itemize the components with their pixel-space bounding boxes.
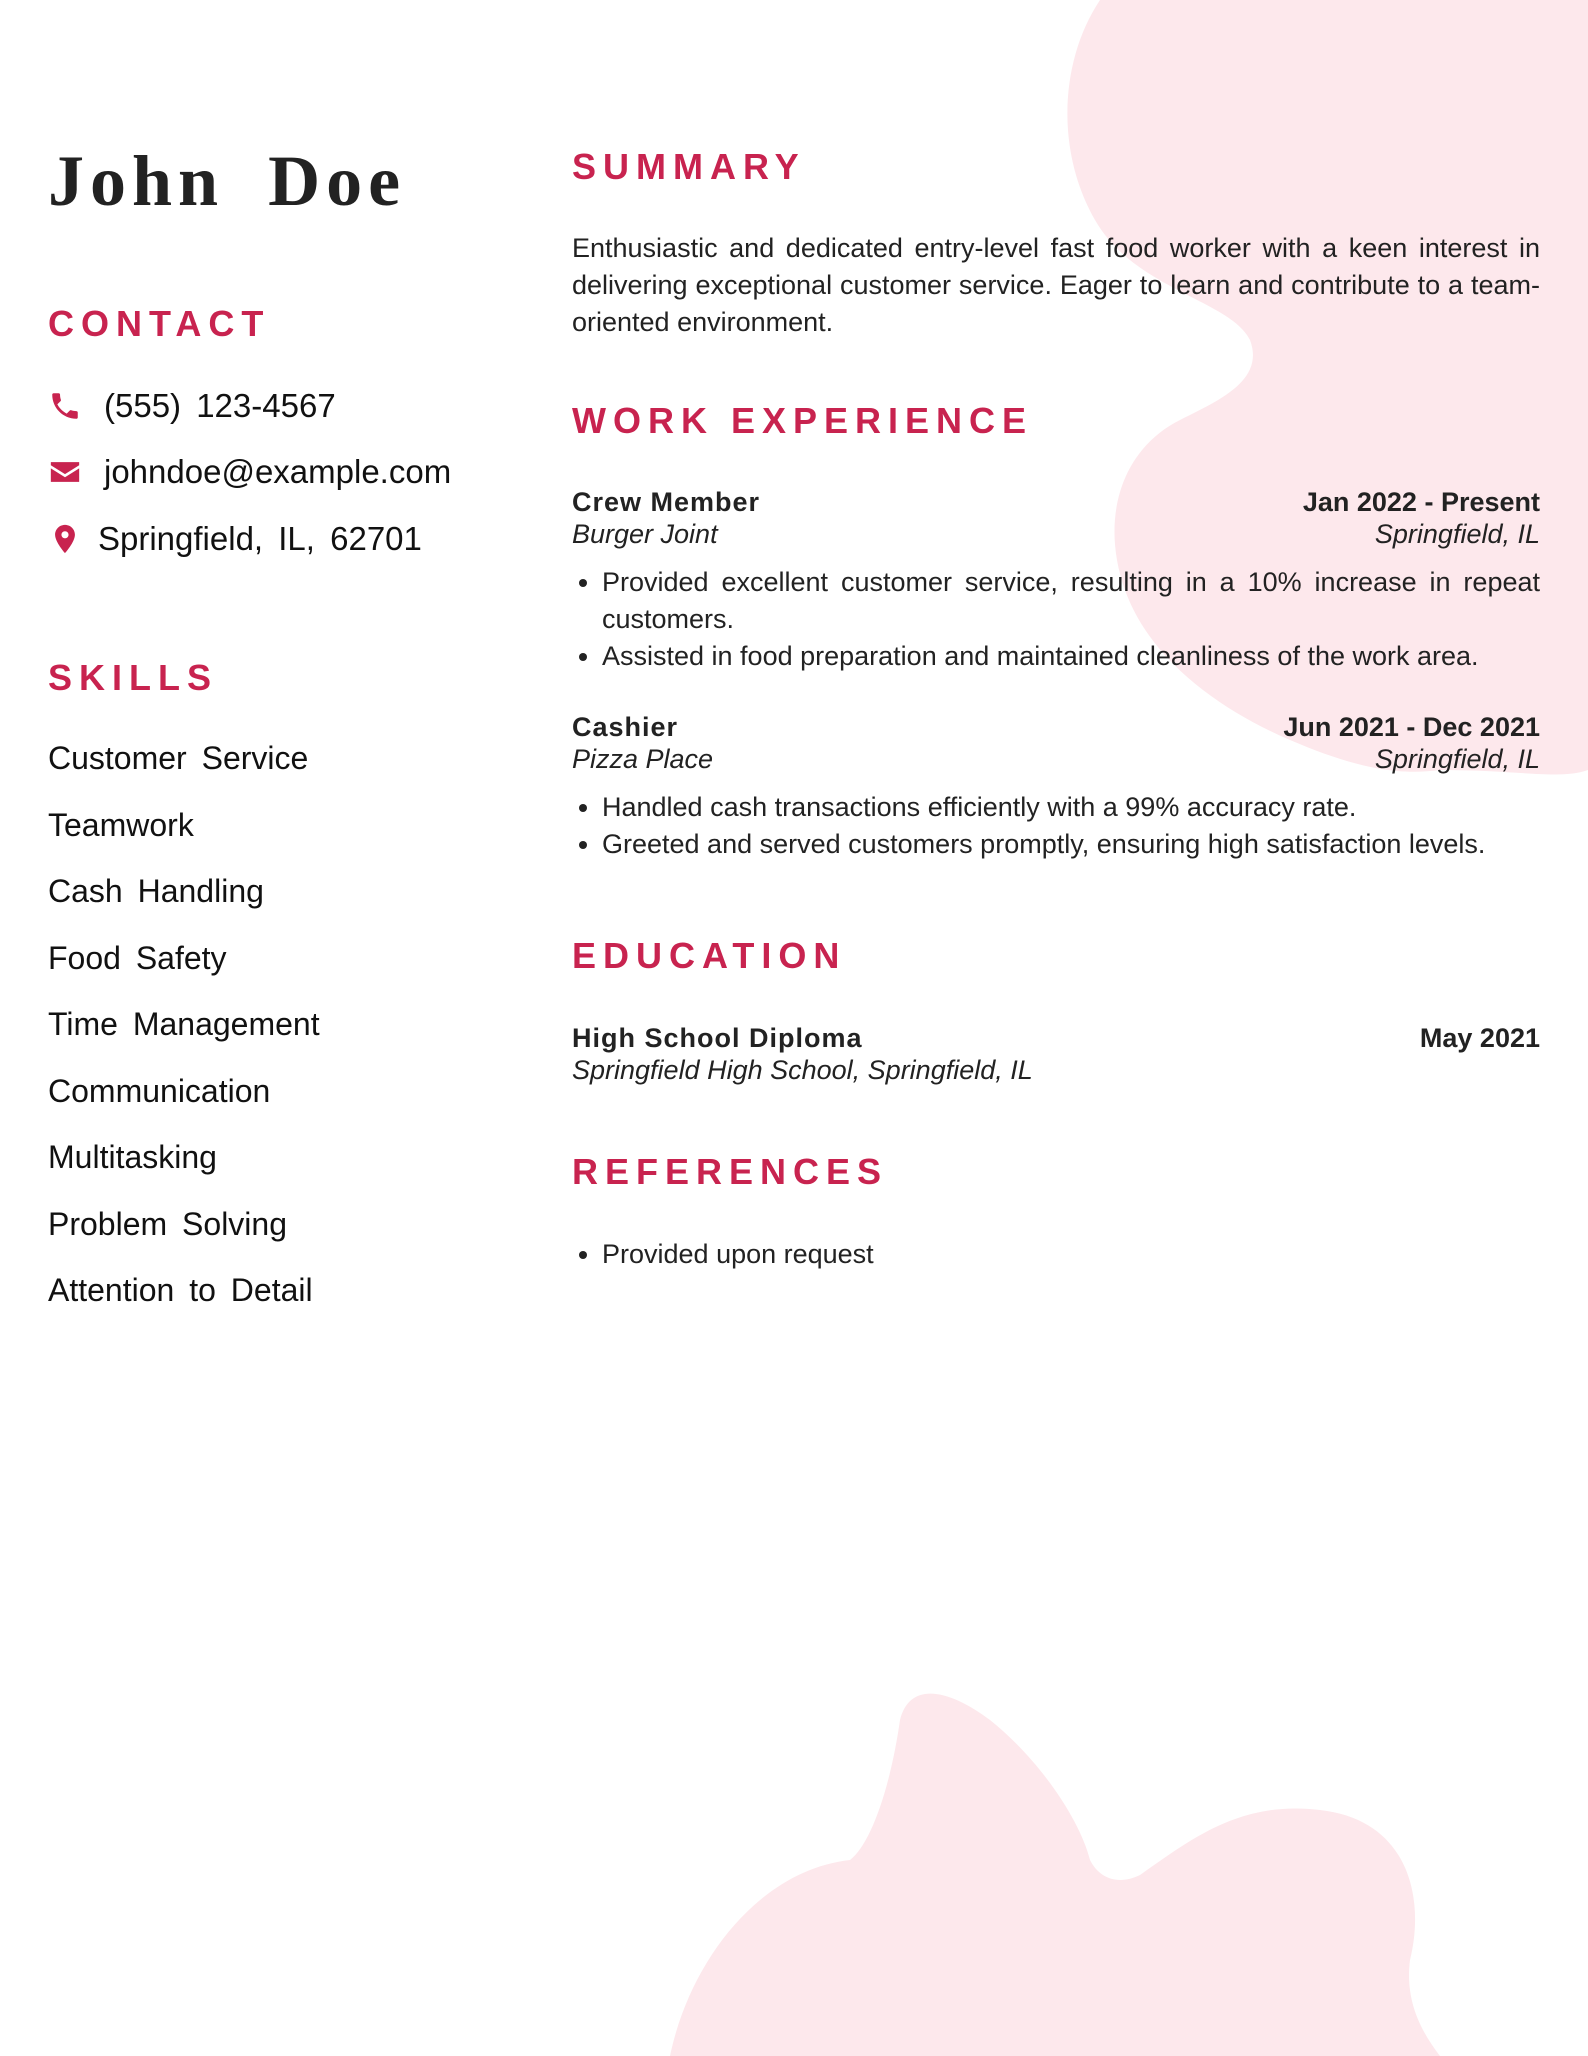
skill-item: Problem Solving — [48, 1205, 287, 1242]
education-heading: EDUCATION — [572, 935, 847, 976]
degree: High School Diploma — [572, 1023, 863, 1053]
skill-item: Customer Service — [48, 740, 309, 776]
job-bullets — [572, 789, 1540, 863]
skill-item: Teamwork — [48, 806, 194, 843]
job-company: Pizza Place — [572, 744, 714, 774]
job-title: Cashier — [572, 712, 679, 742]
list-item: • Provided upon request — [602, 1236, 1540, 1273]
skill-item: Multitasking — [48, 1139, 217, 1175]
job-title: Crew Member — [572, 487, 761, 517]
skills-list — [48, 738, 320, 1337]
job-bullets — [572, 564, 1540, 675]
job-company: Burger Joint — [572, 519, 718, 549]
references-list — [572, 1236, 1540, 1273]
job-location: Springfield, IL — [1374, 519, 1540, 549]
references-heading: REFERENCES — [572, 1151, 889, 1192]
contact-phone — [48, 387, 336, 425]
contact-heading: CONTACT — [48, 303, 271, 344]
contact-location — [48, 520, 422, 558]
map-pin-icon — [48, 522, 82, 556]
contact-email — [48, 453, 451, 491]
job-dates: Jun 2021 - Dec 2021 — [1283, 712, 1540, 742]
job-location: Springfield, IL — [1374, 744, 1540, 774]
skill-item: Food Safety — [48, 939, 227, 976]
skill-item: Time Management — [48, 1006, 320, 1042]
phone-number: (555) 123-4567 — [104, 387, 336, 424]
envelope-icon — [48, 455, 82, 489]
education-entry — [572, 1023, 1540, 1086]
job-entry-cashier — [572, 712, 1540, 863]
summary-heading: SUMMARY — [572, 146, 806, 187]
skill-item: Cash Handling — [48, 873, 264, 909]
list-item: • Provided excellent customer service, resulting in a 10% increase in repeat customers. — [602, 564, 1540, 638]
phone-icon — [48, 389, 82, 423]
email-address: johndoe@example.com — [104, 453, 452, 490]
list-item: • Handled cash transactions efficiently with a 99% accuracy rate. — [602, 789, 1540, 826]
list-item: • Assisted in food preparation and maintained cleanliness of the work area. — [602, 638, 1540, 675]
summary-text: Enthusiastic and dedicated entry-level fast food worker with a keen interest in delivering exceptional customer service. Eager to learn and contribute to a team-oriented environment. — [572, 233, 1540, 337]
graduation-date: May 2021 — [1419, 1023, 1540, 1053]
list-item: • Greeted and served customers promptly, ensuring high satisfaction levels. — [602, 826, 1540, 863]
candidate-name: John Doe — [48, 141, 407, 221]
location-text: Springfield, IL, 62701 — [98, 520, 422, 557]
skills-heading: SKILLS — [48, 657, 219, 698]
work-experience-heading: WORK EXPERIENCE — [572, 400, 1034, 441]
skill-item: Communication — [48, 1072, 271, 1109]
skill-item: Attention to Detail — [48, 1272, 313, 1308]
references-entry — [572, 1222, 1540, 1273]
school: Springfield High School, Springfield, IL — [572, 1055, 1033, 1085]
job-dates: Jan 2022 - Present — [1302, 487, 1540, 517]
job-entry-crew-member — [572, 487, 1540, 675]
